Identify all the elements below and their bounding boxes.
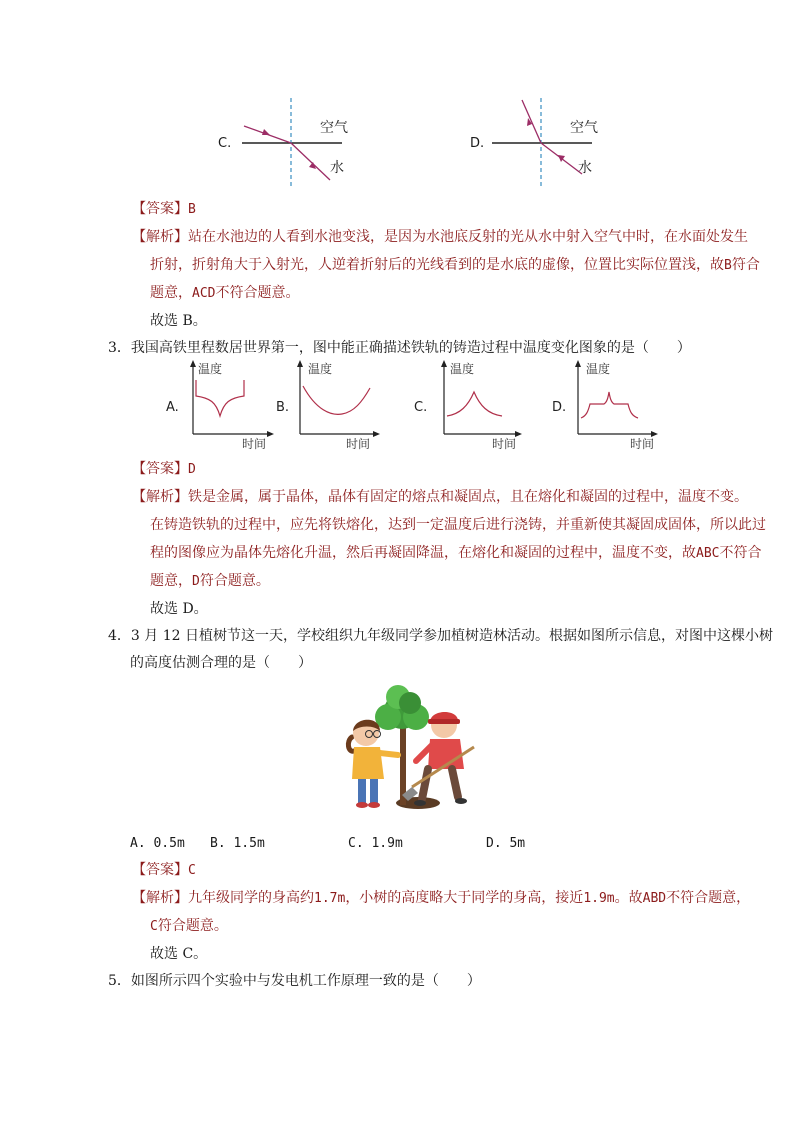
arrow-icon [267, 431, 274, 437]
arrow-icon [373, 431, 380, 437]
tree-planting-illustration [340, 683, 490, 817]
chart-a [166, 360, 274, 450]
q2-conclusion: 故选 B。 [150, 313, 207, 329]
refracted-ray [291, 143, 330, 180]
arrow-icon [515, 431, 522, 437]
q3-answer-line: 【答案】D [132, 461, 196, 477]
q4-option-c: C. 1.9m [348, 836, 403, 851]
air-label: 空气 [570, 120, 598, 136]
water-label: 水 [578, 160, 592, 176]
y-axis-label: 温度 [586, 362, 611, 376]
x-axis-label: 时间 [242, 437, 267, 450]
curve-c [447, 392, 502, 416]
arrow-icon [441, 360, 447, 367]
x-axis-label: 时间 [630, 437, 655, 450]
x-axis-label: 时间 [492, 437, 517, 450]
air-label: 空气 [320, 120, 348, 136]
q3-stem: 3．我国高铁里程数居世界第一，图中能正确描述铁轨的铸造过程中温度变化图象的是（ ） [108, 340, 691, 356]
chart-d [552, 360, 658, 450]
option-d-label: D. [470, 136, 485, 151]
q3-analysis-line3: 程的图像应为晶体先熔化升温，然后再凝固降温，在熔化和凝固的过程中，温度不变，故ABC不符合 [150, 545, 762, 561]
q3-conclusion: 故选 D。 [150, 601, 208, 617]
arrow-icon [575, 360, 581, 367]
q3-analysis-line4: 题意，D符合题意。 [150, 573, 270, 589]
curve-d [581, 392, 638, 418]
y-axis-label: 温度 [308, 362, 333, 376]
chart-a-label: A. [166, 400, 179, 415]
q4-conclusion: 故选 C。 [150, 946, 208, 962]
q5-stem: 5．如图所示四个实验中与发电机工作原理一致的是（ ） [108, 973, 481, 989]
q4-answer-line: 【答案】C [132, 862, 196, 878]
y-axis-label: 温度 [450, 362, 475, 376]
option-c-label: C. [218, 136, 232, 151]
q2-analysis-line2: 折射，折射角大于入射光，人逆着折射后的光线看到的是水底的虚像，位置比实际位置浅，故B符合 [150, 257, 760, 273]
q4-option-b: B. 1.5m [210, 836, 265, 851]
refracted-ray [522, 100, 541, 143]
tree-foliage [375, 685, 429, 730]
refraction-diagram-d [488, 96, 618, 192]
y-axis-label: 温度 [198, 362, 223, 376]
q3-analysis-line2: 在铸造铁轨的过程中，应先将铁熔化，达到一定温度后进行浇铸，并重新使其凝固成固体，所以此过 [150, 517, 766, 533]
water-label: 水 [330, 160, 344, 176]
q4-stem-line1: 4．3 月 12 日植树节这一天，学校组织九年级同学参加植树造林活动。根据如图所示信息，对图中这棵小树 [108, 628, 773, 644]
curve-b [303, 386, 370, 414]
curve-a [196, 380, 244, 416]
q4-analysis-line2: C符合题意。 [150, 918, 228, 934]
q4-option-a: A. 0.5m [130, 836, 185, 851]
refraction-diagram-c [238, 96, 368, 192]
q3-temperature-charts [160, 358, 680, 450]
arrow-icon [262, 129, 270, 135]
chart-c [414, 360, 522, 450]
girl-figure [348, 720, 398, 808]
q2-analysis-line1: 【解析】站在水池边的人看到水池变浅，是因为水池底反射的光从水中射入空气中时，在水面处发生 [132, 229, 748, 245]
q4-option-d: D. 5m [486, 836, 526, 851]
chart-c-label: C. [414, 400, 428, 415]
arrow-icon [190, 360, 196, 367]
q2-analysis-line3: 题意，ACD不符合题意。 [150, 285, 300, 301]
chart-d-label: D. [552, 400, 567, 415]
x-axis-label: 时间 [346, 437, 371, 450]
arrow-icon [297, 360, 303, 367]
chart-b-label: B. [276, 400, 290, 415]
q4-analysis-line1: 【解析】九年级同学的身高约1.7m，小树的高度略大于同学的身高，接近1.9m。故ABD不符合题意， [132, 890, 751, 906]
chart-b [276, 360, 380, 450]
q3-analysis-line1: 【解析】铁是金属，属于晶体，晶体有固定的熔点和凝固点，且在熔化和凝固的过程中，温度不变。 [132, 489, 748, 505]
q4-stem-line2: 的高度估测合理的是（ ） [130, 655, 312, 671]
q2-answer-line: 【答案】B [132, 201, 196, 217]
